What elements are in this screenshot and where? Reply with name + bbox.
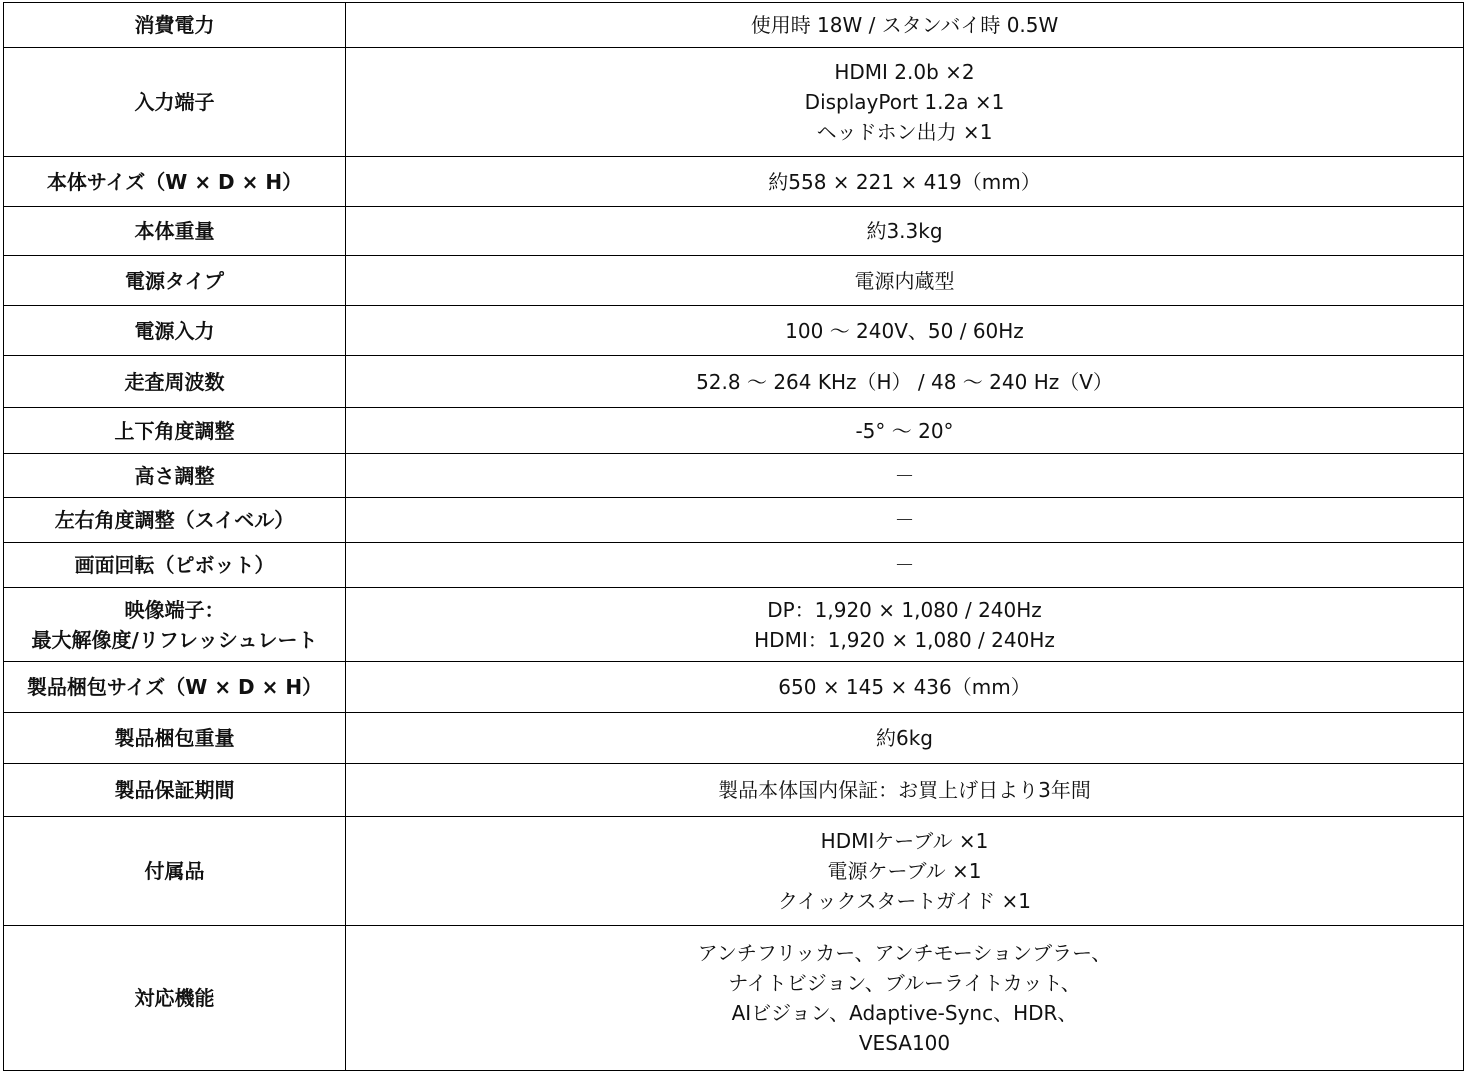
spec-label-cell xyxy=(4,817,346,926)
spec-label: 対応機能 xyxy=(134,986,215,1010)
spec-value-cell xyxy=(346,662,1464,713)
spec-label-cell xyxy=(4,3,346,48)
spec-value: 52.8 ～ 264 KHz（H） / 48 ～ 240 Hz（V） xyxy=(696,369,1113,394)
spec-value-cell xyxy=(346,543,1464,588)
spec-value-cell xyxy=(346,157,1464,207)
spec-value: － xyxy=(894,553,915,577)
spec-value-cell xyxy=(346,764,1464,817)
spec-table xyxy=(3,2,1464,1071)
spec-value-cell xyxy=(346,3,1464,48)
table-row xyxy=(4,256,1464,306)
spec-value: DP：1,920 × 1,080 / 240Hz xyxy=(767,597,1042,622)
spec-value: AIビジョン、Adaptive-Sync、HDR、 xyxy=(731,1001,1078,1025)
spec-label: 走査周波数 xyxy=(124,369,225,394)
spec-value-cell xyxy=(346,207,1464,256)
spec-value: 製品本体国内保証：お買上げ日より3年間 xyxy=(718,778,1091,802)
spec-label-cell xyxy=(4,713,346,764)
spec-label: 製品保証期間 xyxy=(114,778,235,802)
spec-value: アンチフリッカー、アンチモーションブラー、 xyxy=(697,941,1112,965)
spec-label: 左右角度調整（スイベル） xyxy=(54,508,295,532)
spec-value: HDMI：1,920 × 1,080 / 240Hz xyxy=(754,627,1055,652)
spec-value-cell xyxy=(346,588,1464,662)
spec-label-cell xyxy=(4,926,346,1071)
spec-value-cell xyxy=(346,48,1464,157)
spec-label-cell xyxy=(4,764,346,817)
spec-label-cell xyxy=(4,588,346,662)
table-row xyxy=(4,48,1464,157)
spec-value: ヘッドホン出力 ×1 xyxy=(816,120,993,144)
spec-label: 本体重量 xyxy=(134,219,215,243)
spec-label: 映像端子： xyxy=(124,597,225,622)
spec-value: 電源ケーブル ×1 xyxy=(827,859,982,883)
spec-value-cell xyxy=(346,306,1464,356)
table-row xyxy=(4,408,1464,454)
spec-value: HDMIケーブル ×1 xyxy=(820,829,989,853)
spec-label: 上下角度調整 xyxy=(114,418,235,443)
spec-label: 入力端子 xyxy=(134,90,215,114)
spec-value: － xyxy=(894,463,915,488)
spec-value-cell xyxy=(346,356,1464,408)
table-row xyxy=(4,926,1464,1071)
spec-value: 使用時 18W / スタンバイ時 0.5W xyxy=(750,13,1059,37)
spec-value: 約6kg xyxy=(875,726,933,750)
table-row xyxy=(4,157,1464,207)
spec-value: クイックスタートガイド ×1 xyxy=(777,889,1032,913)
table-row xyxy=(4,662,1464,713)
table-row xyxy=(4,817,1464,926)
spec-label-cell xyxy=(4,306,346,356)
spec-label-cell xyxy=(4,256,346,306)
spec-label-cell xyxy=(4,454,346,498)
spec-label-cell xyxy=(4,157,346,207)
spec-value-cell xyxy=(346,256,1464,306)
spec-label: 最大解像度/リフレッシュレート xyxy=(31,627,318,652)
spec-value-cell xyxy=(346,817,1464,926)
table-row xyxy=(4,543,1464,588)
spec-label: 電源タイプ xyxy=(125,268,224,293)
spec-value: DisplayPort 1.2a ×1 xyxy=(804,90,1005,114)
spec-label-cell xyxy=(4,356,346,408)
table-row xyxy=(4,207,1464,256)
spec-value: － xyxy=(894,508,915,532)
spec-value-cell xyxy=(346,454,1464,498)
spec-value: 約558 × 221 × 419（mm） xyxy=(768,169,1041,194)
spec-label-cell xyxy=(4,543,346,588)
spec-label: 本体サイズ（W × D × H） xyxy=(46,169,303,194)
spec-label: 画面回転（ピボット） xyxy=(74,553,275,577)
spec-value: -5° ～ 20° xyxy=(855,418,954,443)
spec-label-cell xyxy=(4,662,346,713)
table-row xyxy=(4,764,1464,817)
spec-value: VESA100 xyxy=(858,1031,951,1055)
spec-value-cell xyxy=(346,408,1464,454)
spec-label: 消費電力 xyxy=(134,13,215,37)
spec-value: HDMI 2.0b ×2 xyxy=(834,60,975,84)
spec-label: 高さ調整 xyxy=(134,463,215,488)
spec-label-cell xyxy=(4,207,346,256)
table-row xyxy=(4,306,1464,356)
table-row xyxy=(4,454,1464,498)
table-row xyxy=(4,588,1464,662)
table-row xyxy=(4,3,1464,48)
spec-label-cell xyxy=(4,48,346,157)
spec-value-cell xyxy=(346,498,1464,543)
spec-label-cell xyxy=(4,408,346,454)
spec-value: 電源内蔵型 xyxy=(854,268,955,293)
table-row xyxy=(4,498,1464,543)
spec-value: 100 ～ 240V、50 / 60Hz xyxy=(785,318,1024,343)
spec-label: 製品梱包サイズ（W × D × H） xyxy=(26,675,323,699)
spec-value: ナイトビジョン、ブルーライトカット、 xyxy=(728,971,1081,995)
spec-label-cell xyxy=(4,498,346,543)
table-row xyxy=(4,356,1464,408)
spec-value: 650 × 145 × 436（mm） xyxy=(778,675,1031,699)
spec-value-cell xyxy=(346,713,1464,764)
spec-label: 付属品 xyxy=(144,859,205,883)
table-row xyxy=(4,713,1464,764)
spec-label: 電源入力 xyxy=(134,318,215,343)
spec-value: 約3.3kg xyxy=(866,219,943,243)
spec-label: 製品梱包重量 xyxy=(114,726,235,750)
spec-value-cell xyxy=(346,926,1464,1071)
